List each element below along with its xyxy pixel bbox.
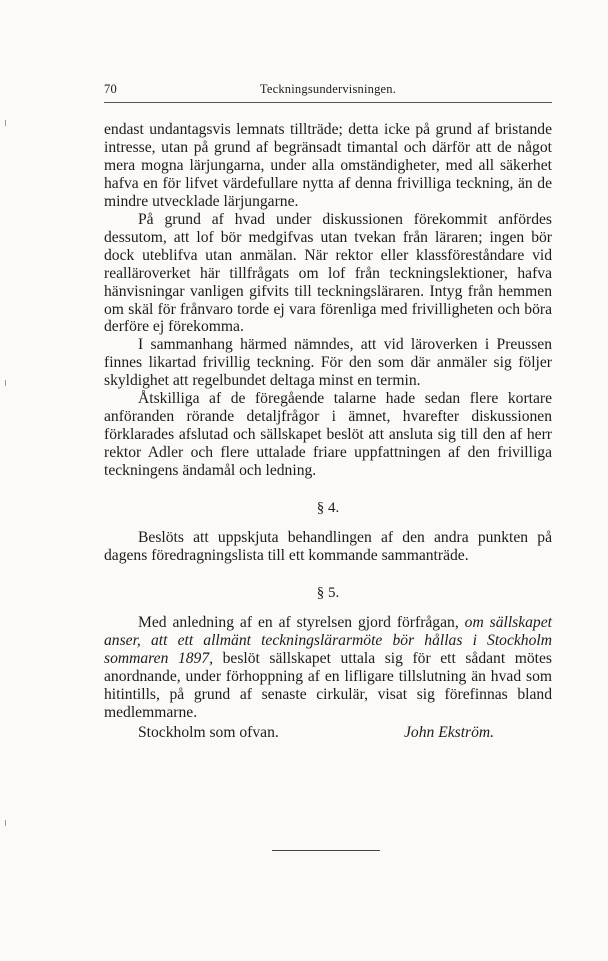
paragraph: Åtskilliga af de föregående talarne hade sedan flere kortare anföranden rörande detaljfrågor i ämnet, hvarefter diskussionen förklarades afslutad och sällskapet beslöt att ansluta sig till den af herr rektor Adler och flere uttalade friare uppfattningen af den frivilliga teckningens ändamål och ledning. xyxy=(104,390,552,480)
paragraph-continued: endast undantagsvis lemnats tillträde; detta icke på grund af bristande intresse, utan på grund af begränsadt timantal och därför att de något mera mogna lärjungarna, under alla omständigheter, med all säkerhet hafva en för lifvet värdefullare nytta af denna frivilliga teckning, än de mindre utvecklade lärjungarne. xyxy=(104,121,552,210)
book-page xyxy=(104,78,552,744)
scan-mark xyxy=(5,120,6,126)
signature-place: Stockholm som ofvan. xyxy=(138,723,279,741)
section-heading-4: § 4. xyxy=(316,500,340,517)
page-header xyxy=(104,78,552,100)
closing-rule xyxy=(272,850,380,851)
paragraph: På grund af hvad under diskussionen förekommit anfördes dessutom, att lof bör medgifvas utan tvekan från läraren; ingen bör dock uteblifva utan anmälan. När rektor eller klassföreståndare vid realläroverket här tillfrågats om lof från teckningslektioner, hafva hänvisningar vanligen gifvits till teckningsläraren. Intyg från hemmen om skäl för frånvaro torde ej vara förenliga med frivilligheten och böra derföre ej förekomma. xyxy=(104,210,552,336)
header-rule xyxy=(104,102,552,103)
scan-mark xyxy=(5,820,6,826)
section-5-text-start: Med anledning af en af styrelsen gjord förfrågan, xyxy=(138,613,459,631)
scan-mark xyxy=(5,380,6,386)
body-text xyxy=(104,121,552,744)
section-4-text: Beslöts att uppskjuta behandlingen af den andra punkten på dagens föredragningslista till ett kommande sammanträde. xyxy=(104,529,552,564)
page-number: 70 xyxy=(104,82,117,96)
section-5-italic-text: om sällskapet anser, att ett allmänt teckningslärarmöte bör hållas i Stockholm sommaren 1897, xyxy=(104,613,552,667)
section-5-text-end: beslöt sällskapet uttala sig för ett sådant mötes anordnande, under förhoppning af en lifligare tillslutning än hvad som hitintills, på grund af senaste cirkulär, visat sig förefinnas bland medlemmarne. xyxy=(104,649,552,721)
section-5-text xyxy=(104,614,552,722)
signature-line xyxy=(104,724,552,744)
signature-name: John Ekström. xyxy=(404,723,495,741)
paragraph: I sammanhang härmed nämndes, att vid läroverken i Preussen finnes likartad frivillig teckning. För den som där anmäler sig följer skyldighet att regelbundet deltaga minst en termin. xyxy=(104,336,552,390)
running-title: Teckningsundervisningen. xyxy=(259,82,397,96)
section-heading-5: § 5. xyxy=(316,584,340,601)
